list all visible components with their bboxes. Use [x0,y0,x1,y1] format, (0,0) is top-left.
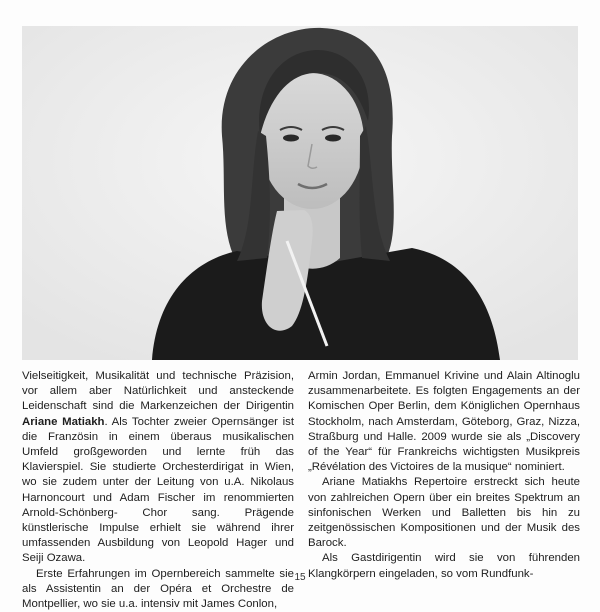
conductor-name: Ariane Matiakh [22,415,105,428]
portrait-illustration [22,26,578,360]
conductor-portrait-photo [22,26,578,360]
right-text-column [308,369,580,582]
biography-paragraph-2: Erste Erfahrungen im Opernbereich sammelte sie als Assistentin an der Opéra et Orchestre de Montpellier, wo sie u.a. intensiv mit James Conlon, [22,567,294,611]
page-number: 15 [294,572,306,583]
biography-paragraph-3: Armin Jordan, Emmanuel Krivine und Alain Altinoglu zusammenarbeitete. Es folgten Engagements an der Komischen Oper Berlin, dem Königlichen Opernhaus Stockholm, nach Amsterdam, Göteborg, Graz, Nizza, Straßburg und Halle. 2009 wurde sie als „Discovery of the Year“ für Frankreichs wichtigsten Musikpreis „Révélation des Victoires de la musique“ nominiert. [308,370,580,474]
biography-paragraph-5: Als Gastdirigentin wird sie von führenden Klangkörpern eingeladen, so vom Rundfunk- [308,552,580,580]
biography-paragraph-4: Ariane Matiakhs Repertoire erstreckt sich heute von zahlreichen Opern über ein breites Spektrum an sinfonischen Werken und Balletten bis hin zu zeitgenössischen Kompositionen und der Musik des Barock. [308,476,580,550]
biography-paragraph-1: Vielseitigkeit, Musikalität und technische Präzision, vor allem aber Natürlichkeit und ansteckende Leidenschaft sind die Markenzeichen der Dirigentin Ariane Matiakh. Als Tochter zweier Opernsänger ist die Französin in einem überaus musikalischen Umfeld großgeworden und lernte früh das Klavierspiel. Sie studierte Orchesterdirigat in Wien, wo sie zudem unter der Leitung von u.A. Nikolaus Harnoncourt und Adam Fischer im renommierten Arnold-Schönberg- Chor sang. Prägende künstlerische Impulse erhielt sie während ihrer umfassenden Ausbildung von Leopold Hager und Seiji Ozawa. [22,370,294,565]
